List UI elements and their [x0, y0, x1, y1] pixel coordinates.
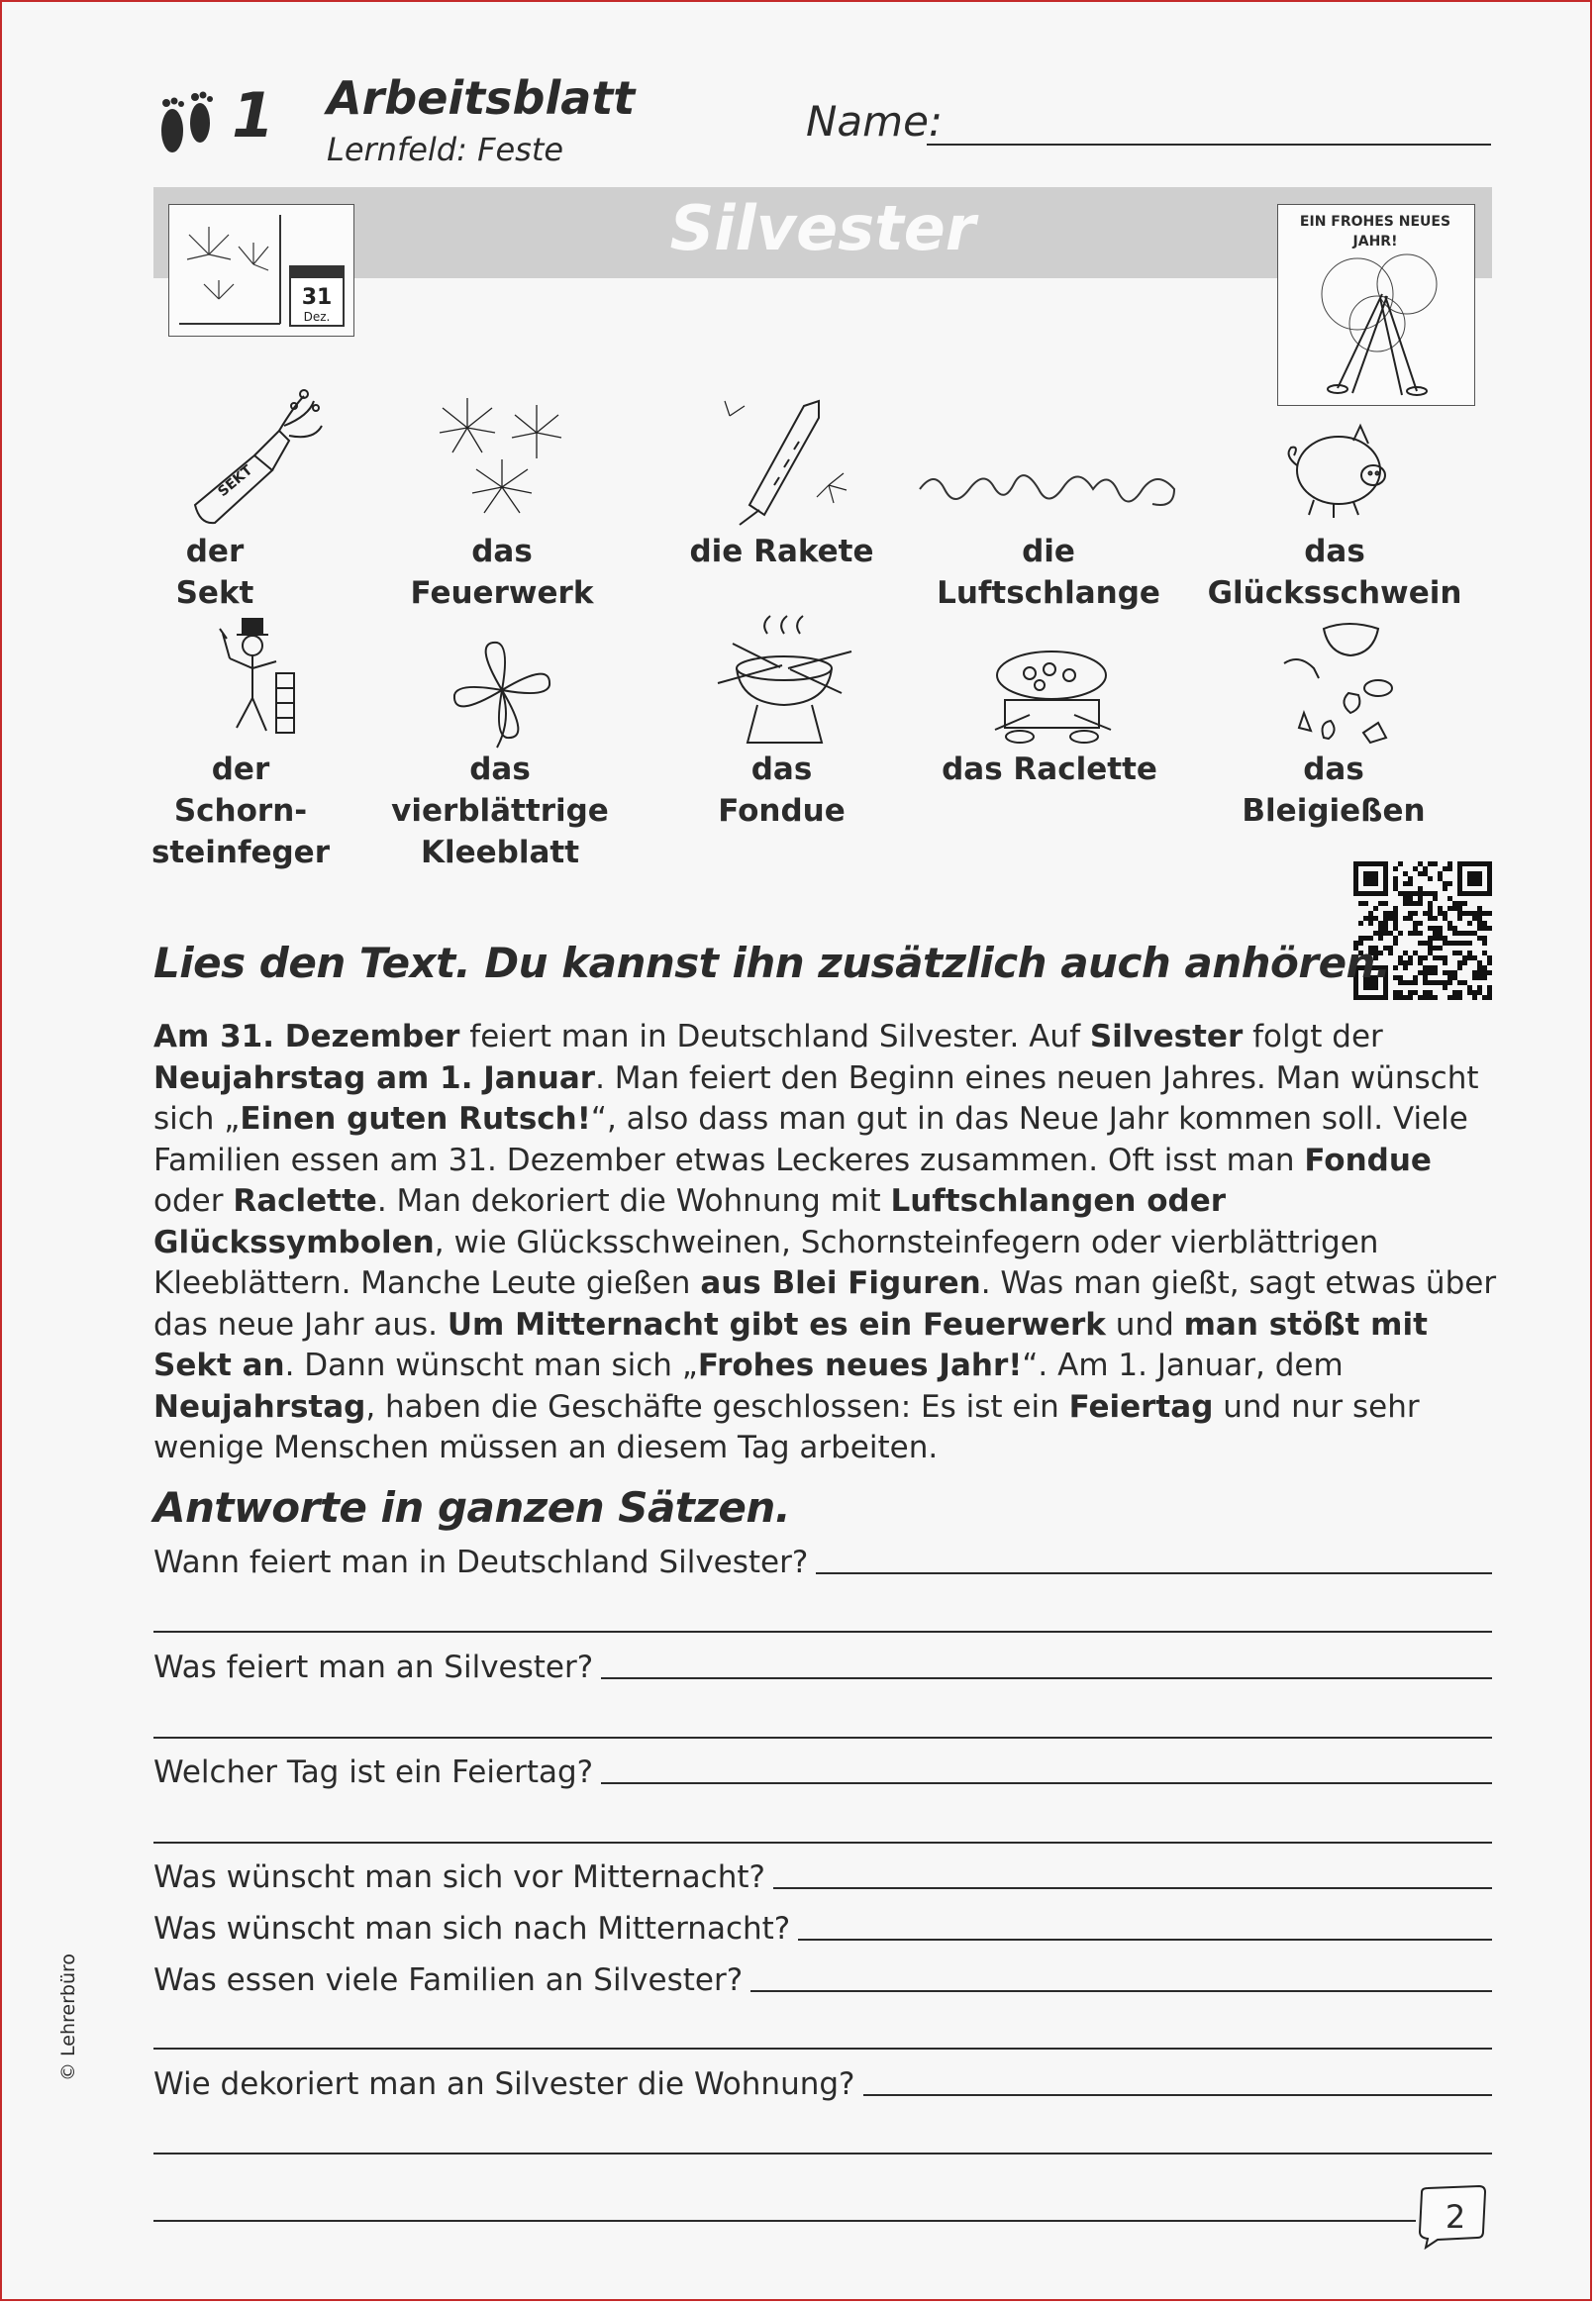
- answer-line[interactable]: [153, 2048, 1492, 2050]
- name-label: Name:: [806, 97, 944, 146]
- question-3-label: Welcher Tag ist ein Feiertag?: [153, 1754, 594, 1790]
- question-1-label: Wann feiert man in Deutschland Silvester?: [153, 1545, 809, 1580]
- raclette-icon: [990, 636, 1114, 747]
- svg-text:SEKT: SEKT: [215, 462, 256, 501]
- vocab-label-rakete: die Rakete: [689, 534, 874, 569]
- answer-line[interactable]: [798, 1939, 1492, 1941]
- reading-segment: . Man dekoriert die Wohnung mit: [376, 1183, 891, 1219]
- reading-segment: . Dann wünscht man sich „: [284, 1348, 698, 1383]
- question-row-2: [153, 1648, 1492, 1687]
- answer-line[interactable]: [816, 1572, 1492, 1574]
- svg-text:31: 31: [301, 285, 333, 310]
- question-5-label: Was wünscht man sich nach Mitternacht?: [153, 1911, 791, 1947]
- lucky-pig-icon: [1279, 416, 1398, 525]
- svg-text:Dez.: Dez.: [303, 310, 331, 324]
- rocket-icon: [720, 386, 858, 530]
- reading-segment: “, also dass man gut in das Neue Jahr kommen soll. Viele Familien essen am 31. Dezember etwas Leckeres zusammen. Oft isst man: [153, 1101, 1468, 1178]
- reading-text: [153, 1017, 1500, 1469]
- question-6-label: Was essen viele Familien an Silvester?: [153, 1962, 744, 1998]
- question-row-6: [153, 1960, 1492, 2000]
- card-greeting-text: EIN FROHES NEUES JAHR!: [1299, 214, 1451, 250]
- vocab-label-raclette: das Raclette: [942, 752, 1157, 787]
- footprints-icon: [150, 79, 230, 162]
- question-2-label: Was feiert man an Silvester?: [153, 1650, 594, 1685]
- vocab-label-feuerwerk: das Feuerwerk: [410, 534, 594, 611]
- reading-segment: , wie Glücksschweinen, Schornsteinfegern oder vierblättrigen Kleeblättern. Manche Leute gießen: [153, 1224, 1379, 1301]
- worksheet-number: 1: [232, 79, 275, 151]
- fondue-icon: [713, 614, 856, 748]
- answer-line[interactable]: [750, 1990, 1492, 1992]
- reading-bold-segment: Am 31. Dezember: [153, 1019, 460, 1054]
- answer-line[interactable]: [601, 1782, 1492, 1784]
- answer-line[interactable]: [153, 2153, 1492, 2155]
- fireworks-icon: [428, 388, 576, 527]
- reading-bold-segment: man stößt mit Sekt an: [153, 1306, 1428, 1383]
- reading-bold-segment: Luftschlangen oder Glückssymbolen: [153, 1183, 1227, 1260]
- vocab-label-gluecksschwein: das Glücksschwein: [1207, 534, 1462, 611]
- four-leaf-clover-icon: [443, 631, 561, 750]
- reading-segment: feiert man in Deutschland Silvester. Auf: [459, 1019, 1090, 1054]
- question-row-1: [153, 1543, 1492, 1582]
- answer-line[interactable]: [153, 2220, 1416, 2222]
- reading-bold-segment: Neujahrstag am 1. Januar: [153, 1059, 596, 1096]
- reading-segment: “. Am 1. Januar, dem: [1022, 1348, 1344, 1383]
- reading-bold-segment: Feiertag: [1068, 1388, 1214, 1425]
- reading-segment: , haben die Geschäfte geschlossen: Es ist ein: [365, 1388, 1069, 1425]
- reading-bold-segment: Einen guten Rutsch!: [240, 1101, 591, 1137]
- answer-line[interactable]: [773, 1887, 1492, 1889]
- streamer-icon: [915, 459, 1182, 519]
- answer-line[interactable]: [153, 1737, 1492, 1739]
- vocab-label-bleigiessen: das Bleigießen: [1242, 752, 1426, 829]
- reading-bold-segment: Fondue: [1304, 1142, 1432, 1178]
- reading-segment: . Man feiert den Beginn eines neuen Jahres. Man wünscht sich „: [153, 1059, 1479, 1137]
- page-number: 2: [1445, 2198, 1466, 2236]
- reading-segment: . Was man gießt, sagt etwas über das neue Jahr aus.: [153, 1265, 1497, 1343]
- reading-segment: oder: [153, 1183, 234, 1219]
- lead-pouring-icon: [1279, 614, 1398, 748]
- worksheet-title: Arbeitsblatt: [327, 71, 636, 125]
- vocab-label-luftschlange: die Luftschlange: [937, 534, 1160, 611]
- reading-segment: und: [1105, 1306, 1184, 1343]
- question-row-7: [153, 2064, 1492, 2104]
- reading-bold-segment: Um Mitternacht gibt es ein Feuerwerk: [447, 1306, 1106, 1343]
- reading-segment: und nur sehr wenige Menschen müssen an diesem Tag arbeiten.: [153, 1388, 1420, 1465]
- reading-bold-segment: Neujahrstag: [153, 1388, 366, 1425]
- page-title: Silvester: [669, 192, 976, 264]
- chimney-sweep-icon: [205, 614, 304, 743]
- reading-bold-segment: Frohes neues Jahr!: [697, 1348, 1023, 1383]
- vocab-label-kleeblatt: das vierblättrige Kleeblatt: [391, 752, 609, 870]
- sekt-bottle-icon: [185, 386, 324, 535]
- calendar-window-picture: [168, 204, 354, 337]
- worksheet-subtitle: Lernfeld: Feste: [327, 131, 564, 168]
- question-row-3: [153, 1753, 1492, 1792]
- reading-segment: folgt der: [1243, 1019, 1383, 1054]
- vocab-label-schornsteinfeger: der Schorn- steinfeger: [150, 752, 330, 870]
- question-7-label: Wie dekoriert man an Silvester die Wohnung?: [153, 2066, 855, 2102]
- reading-heading: Lies den Text. Du kannst ihn zusätzlich auch anhören.: [153, 939, 1391, 987]
- vocab-label-fondue: das Fondue: [718, 752, 846, 829]
- question-row-5: [153, 1909, 1492, 1949]
- answer-line[interactable]: [863, 2094, 1493, 2096]
- questions-heading: Antworte in ganzen Sätzen.: [153, 1483, 791, 1532]
- reading-bold-segment: Silvester: [1089, 1019, 1244, 1054]
- question-row-4: [153, 1857, 1492, 1897]
- reading-bold-segment: Raclette: [233, 1183, 377, 1219]
- reading-bold-segment: aus Blei Figuren: [700, 1265, 981, 1301]
- answer-line[interactable]: [153, 1842, 1492, 1844]
- name-field[interactable]: [927, 144, 1491, 146]
- fireworks-window-icon: [169, 205, 353, 336]
- answer-line[interactable]: [153, 1631, 1492, 1633]
- copyright-note: © Lehrerbüro: [57, 1953, 79, 2081]
- vocab-label-sekt: der Sekt: [175, 534, 254, 611]
- question-4-label: Was wünscht man sich vor Mitternacht?: [153, 1859, 765, 1895]
- answer-line[interactable]: [601, 1677, 1492, 1679]
